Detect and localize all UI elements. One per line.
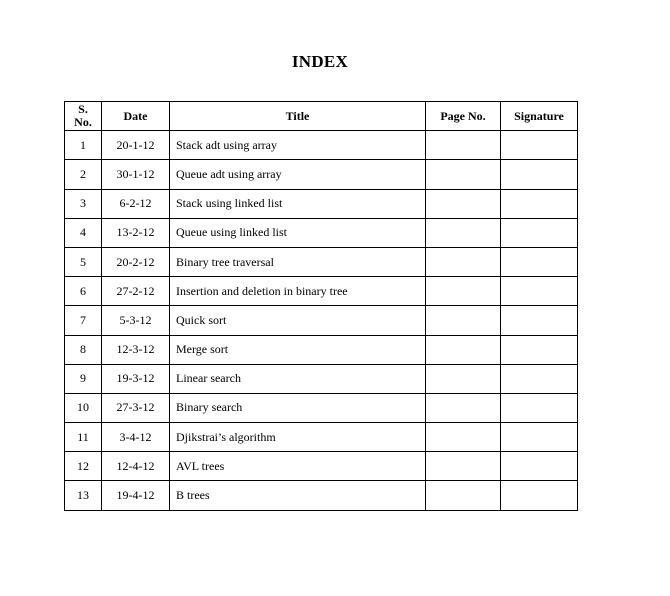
cell-title: Insertion and deletion in binary tree xyxy=(170,277,426,306)
table-row xyxy=(65,481,578,510)
cell-signature xyxy=(501,306,578,335)
cell-page-no xyxy=(426,335,501,364)
header-page-no: Page No. xyxy=(426,102,501,131)
cell-signature xyxy=(501,335,578,364)
cell-signature xyxy=(501,364,578,393)
cell-signature xyxy=(501,218,578,247)
table-row xyxy=(65,218,578,247)
table-row xyxy=(65,364,578,393)
table-row xyxy=(65,277,578,306)
cell-page-no xyxy=(426,364,501,393)
table-row xyxy=(65,306,578,335)
cell-date: 27-3-12 xyxy=(102,393,170,422)
header-sno xyxy=(65,102,102,131)
cell-page-no xyxy=(426,423,501,452)
header-sno-line1: S. xyxy=(78,102,88,117)
cell-title: Linear search xyxy=(170,364,426,393)
cell-page-no xyxy=(426,481,501,510)
cell-signature xyxy=(501,393,578,422)
cell-signature xyxy=(501,277,578,306)
cell-date: 6-2-12 xyxy=(102,189,170,218)
table-row xyxy=(65,393,578,422)
cell-signature xyxy=(501,189,578,218)
cell-title: Binary tree traversal xyxy=(170,247,426,276)
cell-sno: 3 xyxy=(65,189,102,218)
cell-page-no xyxy=(426,393,501,422)
cell-title: Stack adt using array xyxy=(170,131,426,160)
page-title: INDEX xyxy=(291,52,349,71)
cell-date: 3-4-12 xyxy=(102,423,170,452)
cell-sno: 9 xyxy=(65,364,102,393)
table-row xyxy=(65,335,578,364)
cell-sno: 1 xyxy=(65,131,102,160)
cell-date: 19-4-12 xyxy=(102,481,170,510)
header-title: Title xyxy=(170,102,426,131)
cell-title: Merge sort xyxy=(170,335,426,364)
cell-date: 20-2-12 xyxy=(102,247,170,276)
header-row xyxy=(65,102,578,131)
cell-date: 27-2-12 xyxy=(102,277,170,306)
cell-page-no xyxy=(426,189,501,218)
cell-sno: 4 xyxy=(65,218,102,247)
table-row xyxy=(65,160,578,189)
cell-page-no xyxy=(426,452,501,481)
cell-signature xyxy=(501,131,578,160)
cell-sno: 5 xyxy=(65,247,102,276)
cell-sno: 2 xyxy=(65,160,102,189)
cell-title: Queue adt using array xyxy=(170,160,426,189)
cell-signature xyxy=(501,423,578,452)
header-sno-line2: No. xyxy=(74,115,92,130)
cell-page-no xyxy=(426,277,501,306)
cell-sno: 13 xyxy=(65,481,102,510)
cell-signature xyxy=(501,481,578,510)
cell-sno: 10 xyxy=(65,393,102,422)
cell-title: Queue using linked list xyxy=(170,218,426,247)
cell-page-no xyxy=(426,131,501,160)
cell-date: 30-1-12 xyxy=(102,160,170,189)
cell-sno: 6 xyxy=(65,277,102,306)
cell-date: 20-1-12 xyxy=(102,131,170,160)
cell-signature xyxy=(501,160,578,189)
cell-page-no xyxy=(426,160,501,189)
cell-signature xyxy=(501,452,578,481)
table-row xyxy=(65,189,578,218)
table-row xyxy=(65,247,578,276)
cell-title: Binary search xyxy=(170,393,426,422)
table-row xyxy=(65,423,578,452)
cell-date: 12-3-12 xyxy=(102,335,170,364)
index-table xyxy=(64,101,578,511)
table-row xyxy=(65,131,578,160)
cell-date: 19-3-12 xyxy=(102,364,170,393)
cell-sno: 11 xyxy=(65,423,102,452)
cell-date: 12-4-12 xyxy=(102,452,170,481)
cell-page-no xyxy=(426,306,501,335)
cell-sno: 8 xyxy=(65,335,102,364)
header-date: Date xyxy=(102,102,170,131)
cell-sno: 12 xyxy=(65,452,102,481)
cell-title: B trees xyxy=(170,481,426,510)
cell-sno: 7 xyxy=(65,306,102,335)
header-signature: Signature xyxy=(501,102,578,131)
cell-date: 5-3-12 xyxy=(102,306,170,335)
cell-page-no xyxy=(426,247,501,276)
table-row xyxy=(65,452,578,481)
cell-signature xyxy=(501,247,578,276)
cell-title: Djikstrai’s algorithm xyxy=(170,423,426,452)
cell-date: 13-2-12 xyxy=(102,218,170,247)
cell-title: Stack using linked list xyxy=(170,189,426,218)
cell-title: Quick sort xyxy=(170,306,426,335)
cell-page-no xyxy=(426,218,501,247)
cell-title: AVL trees xyxy=(170,452,426,481)
